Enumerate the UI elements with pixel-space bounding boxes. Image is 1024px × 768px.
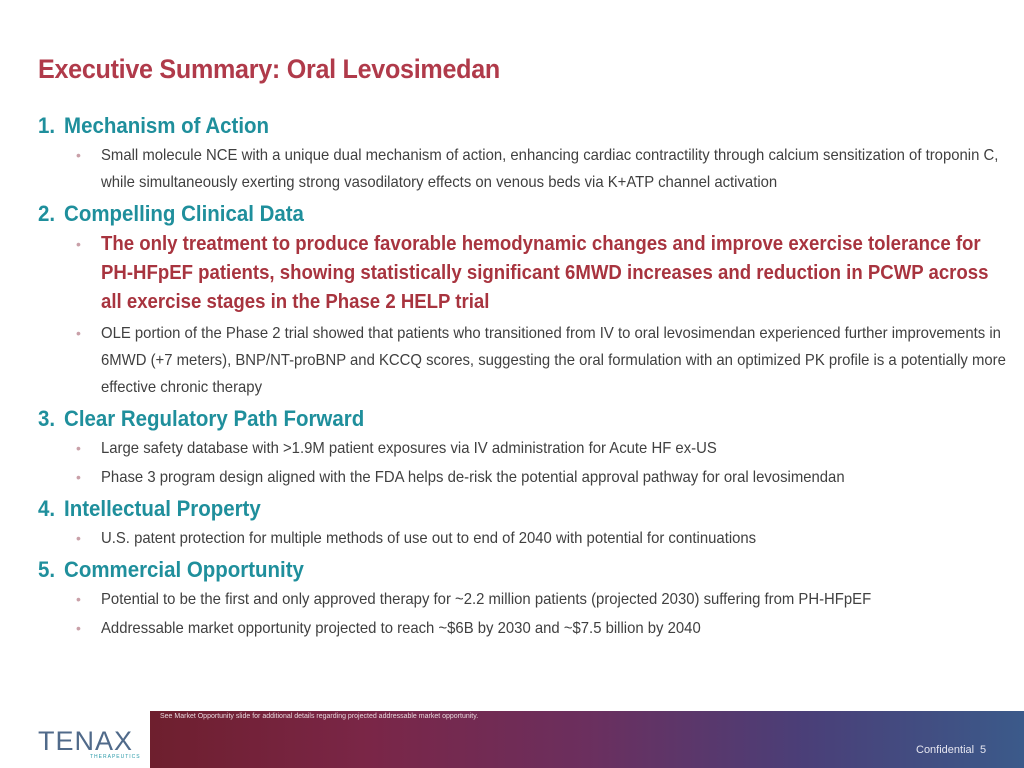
confidential-label: Confidential: [916, 744, 975, 756]
bullet-list: [38, 435, 998, 491]
bullet-item: [38, 320, 1006, 401]
bullet-dot-icon: •: [76, 325, 81, 341]
bullet-list: [38, 586, 998, 642]
section-title: Compelling Clinical Data: [64, 201, 304, 226]
bullet-item: [38, 142, 998, 196]
section-commercial: [38, 554, 998, 642]
bullet-text: Phase 3 program design aligned with the FDA helps de-risk the potential approval pathway for oral levosimendan: [101, 469, 845, 486]
bullet-dot-icon: •: [76, 469, 81, 485]
bullet-list: [38, 142, 998, 196]
bullet-text: OLE portion of the Phase 2 trial showed that patients who transitioned from IV to oral levosimendan experienced further improvements in 6MWD (+7 meters), BNP/NT-proBNP and KCCQ scores, suggesting the oral formulation with an optimized PK profile is a potentially more effective chronic therapy: [101, 325, 1006, 396]
bullet-dot-icon: •: [76, 236, 81, 252]
highlight-bullet: [38, 230, 998, 317]
footer-footnote: See Market Opportunity slide for additional details regarding projected addressable market opportunity.: [160, 713, 479, 720]
section-heading: [38, 198, 931, 230]
bullet-dot-icon: •: [76, 147, 81, 163]
bullet-dot-icon: •: [76, 530, 81, 546]
bullet-item: [38, 464, 998, 491]
section-clinical-data: [38, 198, 1006, 401]
logo-text: TENAX: [38, 726, 134, 756]
slide-footer: [0, 711, 1024, 768]
logo-subtitle: THERAPEUTICS: [90, 754, 141, 760]
logo-wordmark: [38, 727, 148, 755]
section-regulatory: [38, 403, 998, 491]
section-intellectual-property: [38, 493, 998, 552]
section-title: Commercial Opportunity: [64, 557, 304, 582]
bullet-item: [38, 435, 998, 462]
slide-title: Executive Summary: Oral Levosimedan: [38, 54, 500, 84]
section-title: Intellectual Property: [64, 496, 261, 521]
bullet-list: [38, 230, 1006, 401]
bullet-item: [38, 586, 998, 613]
section-title: Mechanism of Action: [64, 113, 270, 138]
section-mechanism: [38, 110, 998, 196]
section-heading: [38, 403, 931, 435]
bullet-dot-icon: •: [76, 620, 81, 636]
section-heading: [38, 493, 931, 525]
section-number: 1.: [38, 113, 56, 138]
summary-content: [38, 110, 1006, 644]
bullet-item: [38, 525, 998, 552]
section-number: 5.: [38, 557, 56, 582]
bullet-text: U.S. patent protection for multiple methods of use out to end of 2040 with potential for continuations: [101, 530, 757, 547]
highlight-text: The only treatment to produce favorable hemodynamic changes and improve exercise tolerance for PH-HFpEF patients, showing statistically significant 6MWD increases and reduction in PCWP across all exercise stages in the Phase 2 HELP trial: [101, 233, 989, 313]
section-title: Clear Regulatory Path Forward: [64, 406, 365, 431]
bullet-text: Small molecule NCE with a unique dual mechanism of action, enhancing cardiac contractility through calcium sensitization of troponin C, while simultaneously exerting strong vasodilatory effects on venous beds via K+ATP channel activation: [101, 147, 999, 191]
bullet-list: [38, 525, 998, 552]
tenax-logo: [38, 727, 148, 763]
section-heading: [38, 554, 931, 586]
page-number: 5: [980, 744, 987, 756]
section-number: 2.: [38, 201, 56, 226]
section-number: 4.: [38, 496, 56, 521]
bullet-text: Addressable market opportunity projected to reach ~$6B by 2030 and ~$7.5 billion by 2040: [101, 620, 701, 637]
section-heading: [38, 110, 931, 142]
bullet-dot-icon: •: [76, 440, 81, 456]
bullet-dot-icon: •: [76, 591, 81, 607]
section-number: 3.: [38, 406, 56, 431]
bullet-text: Large safety database with >1.9M patient exposures via IV administration for Acute HF ex-US: [101, 440, 717, 457]
bullet-text: Potential to be the first and only approved therapy for ~2.2 million patients (projected 2030) suffering from PH-HFpEF: [101, 591, 872, 608]
bullet-item: [38, 615, 998, 642]
